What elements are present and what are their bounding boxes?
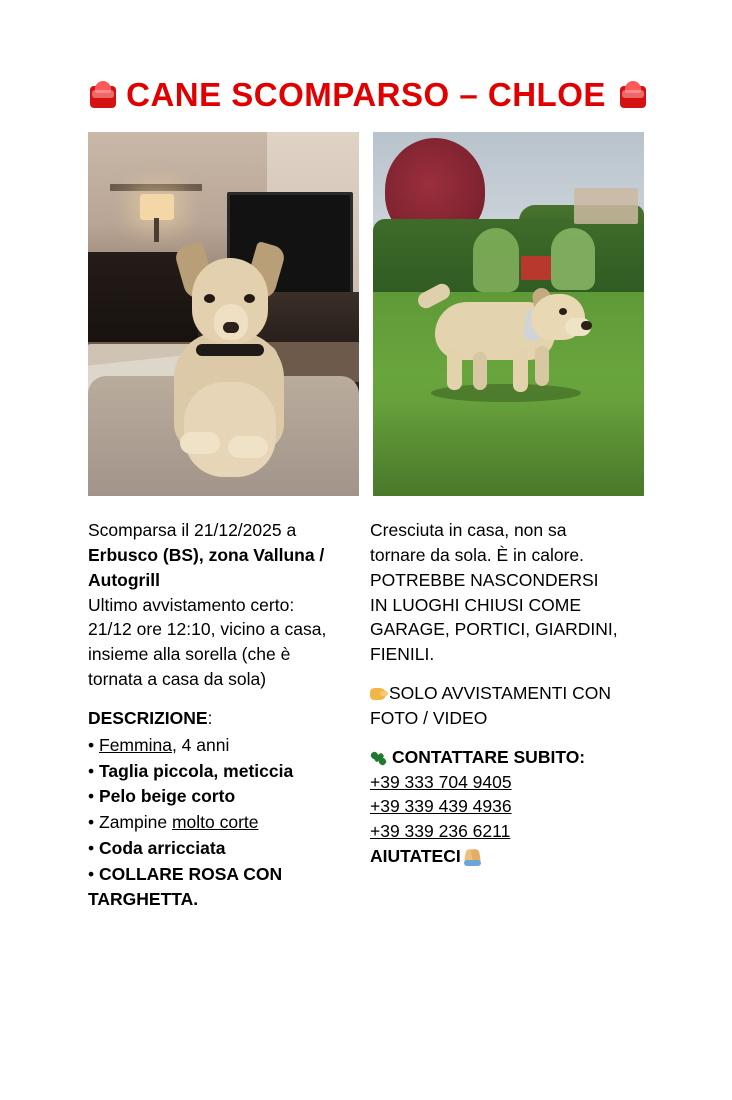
contact-block — [370, 745, 618, 869]
siren-icon — [88, 80, 114, 110]
description-heading-label: DESCRIZIONE — [88, 707, 208, 728]
help-text: AIUTATECI — [370, 846, 461, 867]
siren-icon — [618, 80, 644, 110]
bullet-text: Taglia piccola, meticcia — [99, 760, 294, 781]
bullet-text: Pelo beige corto — [99, 786, 236, 807]
left-column — [88, 518, 340, 926]
dog-garden-photo — [373, 132, 644, 496]
bullet-marker: • — [88, 838, 99, 859]
pointing-hand-icon — [370, 687, 388, 701]
poster-body — [88, 518, 644, 926]
bullet-underline: Femmina — [99, 734, 172, 755]
missing-date-line: Scomparsa il 21/12/2025 a — [88, 520, 297, 540]
page-title: CANE SCOMPARSO – CHLOE — [126, 76, 606, 113]
bullet-text: COLLARE ROSA CON TARGHETTA. — [88, 863, 283, 909]
missing-location: Erbusco (BS), zona Valluna / Autogrill — [88, 544, 325, 590]
last-sighting: Ultimo avvistamento certo: 21/12 ore 12:10, vicino a casa, insieme alla sorella (che è tornata a casa da sola) — [88, 594, 327, 690]
list-item — [88, 759, 340, 784]
bullet-marker: • — [88, 734, 99, 755]
telephone-icon — [370, 750, 388, 766]
list-item — [88, 862, 340, 912]
bullet-rest: , 4 anni — [171, 734, 230, 755]
description-heading — [88, 706, 340, 731]
list-item — [88, 733, 340, 758]
description-block — [88, 706, 340, 912]
list-item — [88, 810, 340, 835]
sightings-note — [370, 681, 618, 731]
list-item — [88, 836, 340, 861]
bullet-marker: • — [88, 812, 99, 833]
behaviour-note — [370, 518, 618, 667]
missing-block — [88, 518, 340, 692]
behaviour-text: Cresciuta in casa, non sa tornare da sola. È in calore. POTREBBE NASCONDERSI IN LUOGHI CHIUSI COME GARAGE, PORTICI, GIARDINI, FIENILI. — [370, 520, 618, 665]
bullet-marker: • — [88, 760, 99, 781]
description-heading-colon: : — [207, 707, 213, 728]
photo-gallery — [88, 132, 644, 496]
bullet-marker: • — [88, 786, 99, 807]
contact-heading: CONTATTARE SUBITO: — [392, 746, 586, 767]
folded-hands-icon — [463, 848, 483, 866]
phone-number-3[interactable]: +39 339 236 6211 — [370, 821, 511, 842]
bullet-marker: • — [88, 863, 99, 884]
phone-list — [370, 770, 618, 845]
sightings-text: SOLO AVVISTAMENTI CON FOTO / VIDEO — [370, 683, 612, 728]
list-item — [88, 784, 340, 809]
phone-number-2[interactable]: +39 339 439 4936 — [370, 796, 512, 817]
bullet-plain: Zampine — [99, 812, 172, 833]
description-bullets — [88, 733, 340, 912]
poster-title-row — [88, 76, 644, 114]
dog-indoor-photo — [88, 132, 359, 496]
right-column — [370, 518, 618, 926]
phone-number-1[interactable]: +39 333 704 9405 — [370, 771, 512, 792]
poster-page — [0, 76, 732, 1100]
bullet-underline: molto corte — [171, 812, 259, 833]
bullet-text: Coda arricciata — [99, 838, 226, 859]
